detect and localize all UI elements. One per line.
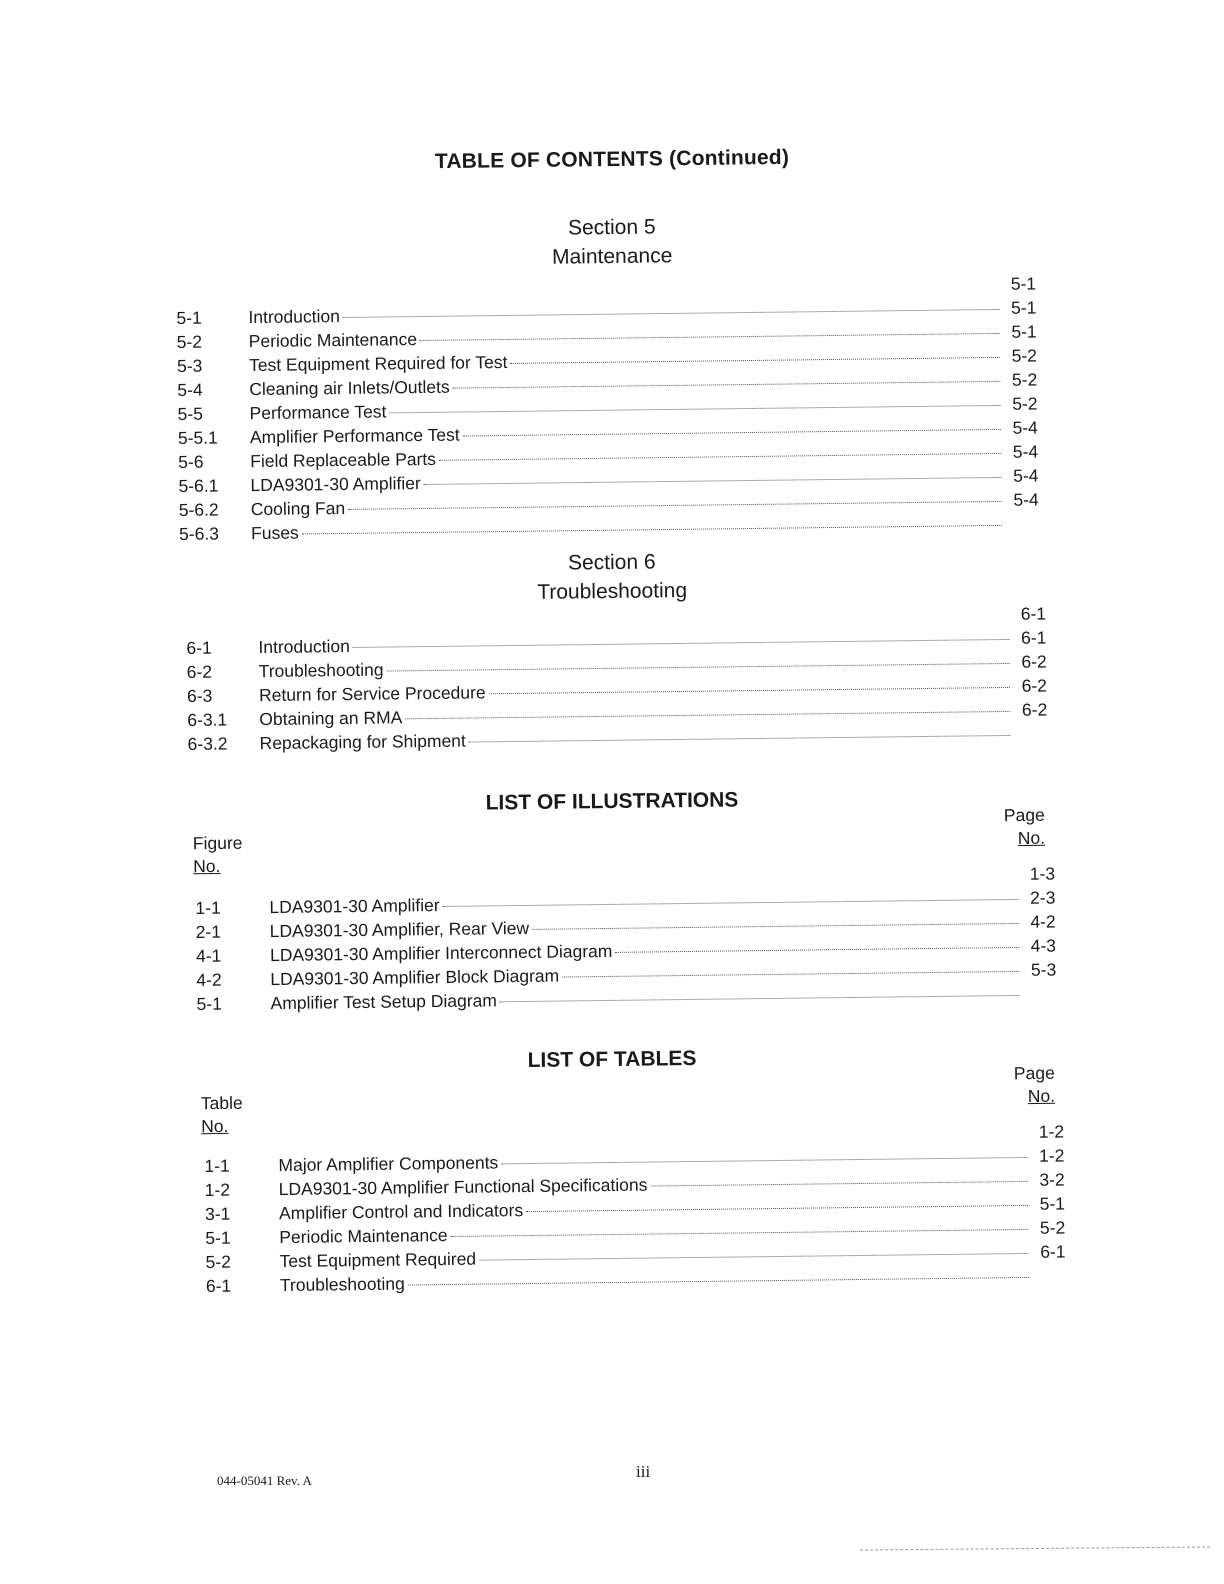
toc-page-number: 4-2 [1030,911,1056,932]
section5-subheading: Maintenance [551,244,673,269]
dot-leader [408,1277,1029,1286]
dot-leader [451,1229,1029,1237]
dot-leader [489,687,1010,694]
toc-entry-title: Troubleshooting [279,1273,405,1296]
figure-no-col-label: No. [193,855,221,877]
toc-entry-number: 5-3 [176,355,203,376]
toc-entry-title: LDA9301-30 Amplifier [269,895,440,918]
dot-leader [405,711,1010,719]
toc-page-number: 5-4 [1013,465,1039,486]
toc-entry-number: 6-3 [186,685,213,706]
toc-entry-number: 5-6.3 [178,523,220,544]
dot-leader [348,501,1002,510]
toc-entry-title: LDA9301-30 Amplifier Functional Specifications [278,1174,648,1200]
toc-page-number: 4-3 [1030,935,1057,956]
toc-entry-title: LDA9301-30 Amplifier Interconnect Diagram [269,940,613,966]
toc-entry-number: 5-2 [176,331,203,352]
dot-leader [343,309,1000,318]
toc-entry-number: 5-2 [205,1251,232,1272]
section5-toc [176,271,1039,545]
toc-entry-number: 1-2 [204,1179,231,1200]
toc-entry-number: 5-1 [176,307,202,328]
toc-entry-title: Field Replaceable Parts [250,448,437,472]
illustrations-list [195,861,1057,1015]
toc-entry-number: 5-1 [205,1227,231,1248]
toc-page-number: 5-2 [1012,393,1038,414]
toc-page-number: 6-2 [1021,651,1047,672]
toc-page-number: 5-4 [1012,441,1039,462]
dot-leader [439,453,1001,461]
toc-entry-title: Cleaning air Inlets/Outlets [249,376,450,400]
dot-leader [501,1157,1027,1164]
toc-entry-number: 4-2 [196,969,222,990]
dot-leader [453,381,1001,389]
illustrations-heading: LIST OF ILLUSTRATIONS [485,788,739,815]
toc-entry-title: Test Equipment Required for Test [248,351,508,376]
section5-header [0,206,1224,279]
section6-toc [186,601,1048,755]
toc-entry-number: 5-4 [177,379,203,400]
toc-entry-number: 6-3.1 [187,709,228,730]
dot-leader [510,357,1000,364]
tables-list [204,1119,1066,1297]
toc-page-number: 1-2 [1038,1145,1065,1166]
toc-entry-title: Introduction [258,636,351,658]
toc-page-number: 6-2 [1021,699,1048,720]
tables-heading: LIST OF TABLES [527,1046,697,1073]
toc-page-number: 6-1 [1020,627,1047,648]
dot-leader [479,1253,1028,1261]
figure-col-label: Figure [192,832,243,854]
dot-leader [650,1181,1027,1187]
document-number: 044-05041 Rev. A [217,1473,312,1488]
section6-heading: Section 6 [567,550,656,575]
table-no-col-label: No. [201,1115,229,1137]
toc-entry-number: 6-3.2 [187,733,228,754]
toc-page-number: 5-4 [1012,417,1038,438]
toc-entry-number: 1-1 [204,1155,230,1176]
toc-page-number: 5-3 [1030,959,1057,980]
section6-subheading: Troubleshooting [537,579,688,604]
table-col-label: Table [200,1092,243,1114]
toc-entry-title: Troubleshooting [258,659,384,682]
toc-entry-title: LDA9301-30 Amplifier Block Diagram [270,965,560,990]
dot-leader [469,735,1011,743]
toc-entry-number: 6-2 [186,661,213,682]
dot-leader [526,1205,1028,1212]
toc-entry-title: Test Equipment Required [279,1248,477,1272]
toc-page-number: 6-2 [1021,675,1048,696]
toc-page-number: 5-2 [1039,1217,1066,1238]
no-col-label: No. [1017,827,1046,849]
dot-leader [387,663,1010,672]
toc-entry-number: 5-5.1 [177,427,218,448]
toc-entry-number: 6-1 [205,1275,232,1296]
toc-entry-title: Periodic Maintenance [248,329,418,352]
toc-entry-number: 5-5 [177,403,204,424]
dot-leader [302,525,1002,535]
toc-page-number: 6-1 [1040,1241,1066,1262]
no-col-label: No. [1027,1085,1056,1107]
tables-page-col-header [1014,1062,1055,1108]
page-title: TABLE OF CONTENTS (Continued) [434,145,790,174]
dot-leader [420,333,1000,341]
section5-heading: Section 5 [567,215,656,240]
toc-entry-title: Cooling Fan [250,497,346,520]
dot-leader [443,899,1019,907]
dot-leader [353,639,1010,648]
page-col-label: Page [1003,804,1045,826]
scan-artifact-line [860,1546,1210,1550]
toc-page-number: 5-2 [1011,345,1038,366]
toc-entry-number: 5-6 [178,451,204,472]
toc-entry-title: Periodic Maintenance [279,1225,448,1248]
toc-entry-title: Amplifier Control and Indicators [278,1200,524,1224]
toc-entry-number: 6-1 [186,637,212,658]
toc-entry-number: 2-1 [195,921,222,942]
toc-entry-title: Performance Test [249,401,387,424]
toc-page-number: 3-2 [1039,1169,1065,1190]
dot-leader [562,971,1019,978]
toc-page-number: 5-4 [1013,489,1039,510]
toc-entry-title: LDA9301-30 Amplifier, Rear View [269,917,530,942]
toc-entry-title: LDA9301-30 Amplifier [250,473,421,496]
toc-entry-title: Major Amplifier Components [278,1152,499,1176]
toc-entry-number: 1-1 [195,897,221,918]
page-col-label: Page [1013,1062,1055,1084]
dot-leader [532,923,1019,930]
toc-entry-title: Repackaging for Shipment [259,730,466,754]
toc-page-number: 5-1 [1039,1193,1066,1214]
toc-page-number: 5-1 [1010,273,1037,294]
toc-page-number: 6-1 [1020,603,1047,624]
toc-entry-number: 5-1 [196,993,223,1014]
toc-entry-title: Obtaining an RMA [259,707,403,730]
dot-leader [615,947,1019,953]
toc-entry-title: Introduction [248,306,341,328]
toc-page-number: 5-2 [1011,369,1038,390]
dot-leader [389,405,1000,413]
toc-entry-title: Return for Service Procedure [258,682,486,706]
toc-entry-title: Amplifier Performance Test [249,424,460,448]
toc-entry-number: 4-1 [195,945,222,966]
toc-entry-number: 5-6.2 [178,499,219,520]
dot-leader [500,995,1020,1002]
page-number: iii [636,1462,651,1481]
toc-entry-title: Fuses [250,522,299,544]
toc-page-number: 1-2 [1038,1121,1065,1142]
illustrations-page-col-header [1004,804,1045,850]
dot-leader [424,477,1002,485]
toc-entry-number: 5-6.1 [178,475,219,496]
toc-page-number: 1-3 [1029,863,1056,884]
toc-page-number: 5-1 [1011,321,1037,342]
toc-page-number: 2-3 [1029,887,1056,908]
dot-leader [463,429,1001,437]
toc-page-number: 5-1 [1010,297,1037,318]
toc-entry-title: Amplifier Test Setup Diagram [270,990,498,1014]
toc-entry-number: 3-1 [204,1203,231,1224]
